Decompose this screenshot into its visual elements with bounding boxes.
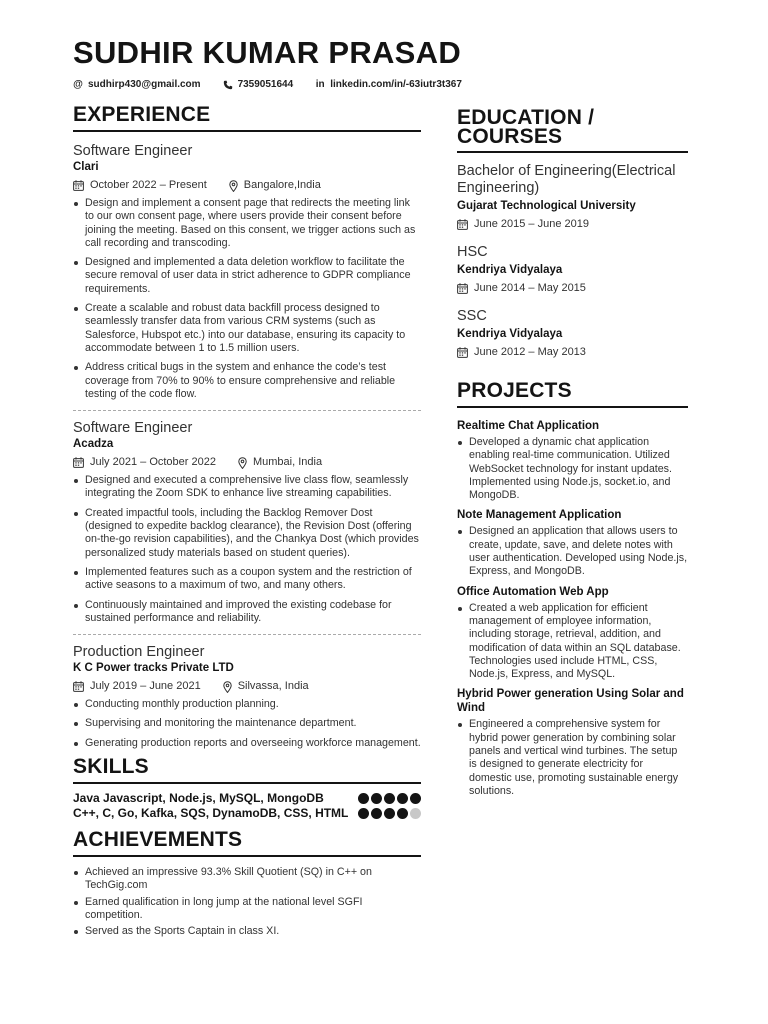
- section-divider: [73, 782, 421, 784]
- achievements-section: [73, 829, 421, 938]
- list-item: Address critical bugs in the system and enhance the code’s test coverage from 70% to 90% to ensure comprehensive and reliable testing of the code flow.: [73, 361, 421, 401]
- contact-bar: [73, 78, 484, 92]
- rating-dot: [371, 793, 382, 804]
- degree: Bachelor of Engineering(Electrical Engineering): [457, 163, 676, 196]
- school: Gujarat Technological University: [457, 200, 636, 212]
- education-meta: [457, 217, 688, 232]
- projects-section: [457, 380, 688, 798]
- job-company: K C Power tracks Private LTD: [73, 662, 234, 675]
- calendar-icon: [73, 180, 84, 191]
- job-bullets: [73, 474, 421, 625]
- job-location: Silvassa, India: [237, 680, 309, 693]
- contact-email[interactable]: [73, 78, 201, 92]
- section-divider: [73, 855, 421, 857]
- job-dates: October 2022 – Present: [90, 179, 207, 191]
- candidate-name: SUDHIR KUMAR PRASAD: [73, 35, 462, 70]
- phone-icon: [223, 80, 233, 90]
- job-company: Acadza: [73, 438, 114, 451]
- list-item: Designed and executed a comprehensive live class flow, seamlessly integrating the Zoom SDK to enhance live streaming capabilities.: [73, 474, 421, 501]
- project-bullets: [457, 602, 688, 682]
- rating-dot: [410, 793, 421, 804]
- email-text: sudhirp430@gmail.com: [88, 79, 201, 90]
- linkedin-text: linkedin.com/in/-63iutr3t367: [330, 79, 462, 90]
- rating-dot: [358, 808, 369, 819]
- achievements-list: [73, 866, 421, 938]
- achievements-heading: ACHIEVEMENTS: [73, 828, 243, 852]
- dashed-divider: [73, 634, 421, 635]
- section-divider: [457, 406, 688, 408]
- job-bullets: [73, 197, 421, 401]
- project-title: Note Management Application: [457, 509, 622, 522]
- job-meta: [73, 178, 421, 193]
- education-dates: June 2012 – May 2013: [474, 346, 586, 358]
- skill-text: C++, C, Go, Kafka, SQS, DynamoDB, CSS, HTML: [73, 806, 349, 821]
- project-entry: [457, 508, 688, 578]
- skills-section: [73, 756, 421, 821]
- education-heading-line: COURSES: [457, 125, 563, 148]
- calendar-icon: [457, 283, 468, 294]
- rating-dot: [397, 808, 408, 819]
- job-dates: July 2019 – June 2021: [90, 680, 201, 693]
- skills-heading: SKILLS: [73, 755, 149, 779]
- school: Kendriya Vidyalaya: [457, 264, 563, 276]
- list-item: Engineered a comprehensive system for hybrid power generation by combining solar panels and vertical wind turbines. The setup is designed to generate electricity for domestic use, promoting sustainable energy solutions.: [457, 718, 688, 798]
- job-location: Bangalore,India: [243, 179, 321, 191]
- skill-row: [73, 806, 421, 821]
- list-item: Generating production reports and overseeing workforce management.: [73, 737, 421, 750]
- list-item: Supervising and monitoring the maintenance department.: [73, 717, 421, 730]
- project-bullets: [457, 525, 688, 578]
- section-divider: [457, 151, 688, 153]
- skill-text: Java Javascript, Node.js, MySQL, MongoDB: [73, 791, 324, 806]
- list-item: Implemented features such as a coupon system and the restriction of active seasons to a maximum of two, and many others.: [73, 566, 421, 593]
- list-item: Created a web application for efficient management of employee information, including storage, retrieval, addition, and modification of data within an SQL database. Technologies used include HTML, CSS, Node.js, Express, and MySQL.: [457, 602, 688, 682]
- calendar-icon: [457, 347, 468, 358]
- degree: HSC: [457, 244, 488, 260]
- rating-dot: [384, 793, 395, 804]
- job-meta: [73, 455, 421, 470]
- rating-dot: [397, 793, 408, 804]
- job-entry: [73, 643, 421, 750]
- calendar-icon: [457, 219, 468, 230]
- project-title: Realtime Chat Application: [457, 420, 600, 432]
- map-pin-icon: [238, 457, 247, 469]
- list-item: Continuously maintained and improved the existing codebase for sustained performance and reliability.: [73, 599, 421, 626]
- job-role: Software Engineer: [73, 420, 193, 437]
- education-section: [457, 108, 688, 360]
- job-location: Mumbai, India: [252, 456, 323, 469]
- right-column: [457, 108, 688, 804]
- project-title: Hybrid Power generation Using Solar and Wind: [457, 688, 684, 715]
- list-item: Design and implement a consent page that redirects the meeting link to our own consent page, where users provide their consent before joining the meeting. Based on this consent, we trigger actions such as call recording and transcoding.: [73, 197, 421, 250]
- education-entry: [457, 308, 688, 360]
- list-item: Earned qualification in long jump at the national level SGFI competition.: [73, 896, 421, 923]
- rating-dot: [410, 808, 421, 819]
- list-item: Served as the Sports Captain in class XI.: [73, 925, 421, 938]
- list-item: Designed an application that allows users to create, update, save, and delete notes with user authentication. Developed using Node.js, Express, and MongoDB.: [457, 525, 688, 578]
- job-bullets: [73, 698, 421, 750]
- contact-phone[interactable]: [223, 78, 294, 92]
- skill-row: [73, 791, 421, 806]
- left-column: [73, 104, 421, 945]
- job-entry: [73, 142, 421, 401]
- project-entry: [457, 585, 688, 682]
- dashed-divider: [73, 410, 421, 411]
- list-item: Achieved an impressive 93.3% Skill Quotient (SQ) in C++ on TechGig.com: [73, 866, 421, 893]
- job-dates: July 2021 – October 2022: [90, 456, 216, 469]
- project-title: Office Automation Web App: [457, 585, 609, 598]
- map-pin-icon: [223, 681, 232, 693]
- education-heading: [457, 108, 688, 146]
- list-item: Designed and implemented a data deletion workflow to facilitate the secure removal of user data in strict adherence to GDPR compliance requirements.: [73, 256, 421, 296]
- project-bullets: [457, 718, 688, 798]
- phone-text: 7359051644: [237, 79, 294, 90]
- section-divider: [73, 130, 421, 132]
- rating-dot: [358, 793, 369, 804]
- rating-dot: [384, 808, 395, 819]
- contact-linkedin[interactable]: [315, 78, 462, 92]
- school: Kendriya Vidyalaya: [457, 328, 563, 340]
- at-icon: @: [73, 79, 83, 90]
- calendar-icon: [73, 457, 84, 468]
- project-entry: [457, 687, 688, 798]
- education-heading-line: EDUCATION /: [457, 106, 595, 129]
- project-entry: [457, 419, 688, 502]
- education-dates: June 2014 – May 2015: [474, 282, 586, 294]
- list-item: Created impactful tools, including the Backlog Remover Dost (designed to expedite backlog clearance), the Revision Dost (offering on-the-go revision capabilities), and the Chankya Dost (which provides personalized study materials based on student queries).: [73, 507, 421, 560]
- job-entry: [73, 419, 421, 625]
- job-role: Software Engineer: [73, 143, 193, 159]
- project-bullets: [457, 436, 688, 502]
- list-item: Developed a dynamic chat application enabling real-time communication. Utilized WebSocket technology for instant updates. Implemented using Node.js, socket.io, and MongoDB.: [457, 436, 688, 502]
- education-meta: [457, 345, 688, 360]
- education-meta: [457, 281, 688, 296]
- calendar-icon: [73, 681, 84, 692]
- skill-rating: [356, 808, 421, 819]
- list-item: Create a scalable and robust data backfill process designed to seamlessly transfer data from various CRM systems (such as Salesforce, Hubspot etc.) into our database, ensuring its capacity to accommodate between 1 to 1.5 million users.: [73, 302, 421, 355]
- rating-dot: [371, 808, 382, 819]
- education-entry: [457, 244, 688, 296]
- map-pin-icon: [229, 180, 238, 192]
- job-meta: [73, 679, 421, 694]
- job-company: Clari: [73, 161, 99, 173]
- list-item: Conducting monthly production planning.: [73, 698, 421, 711]
- experience-heading: EXPERIENCE: [73, 103, 211, 126]
- skill-rating: [356, 793, 421, 804]
- education-dates: June 2015 – June 2019: [474, 218, 589, 230]
- job-role: Production Engineer: [73, 644, 205, 661]
- experience-section: [73, 104, 421, 750]
- projects-heading: PROJECTS: [457, 379, 572, 402]
- linkedin-icon: in: [315, 79, 325, 90]
- education-entry: [457, 163, 688, 232]
- degree: SSC: [457, 308, 487, 324]
